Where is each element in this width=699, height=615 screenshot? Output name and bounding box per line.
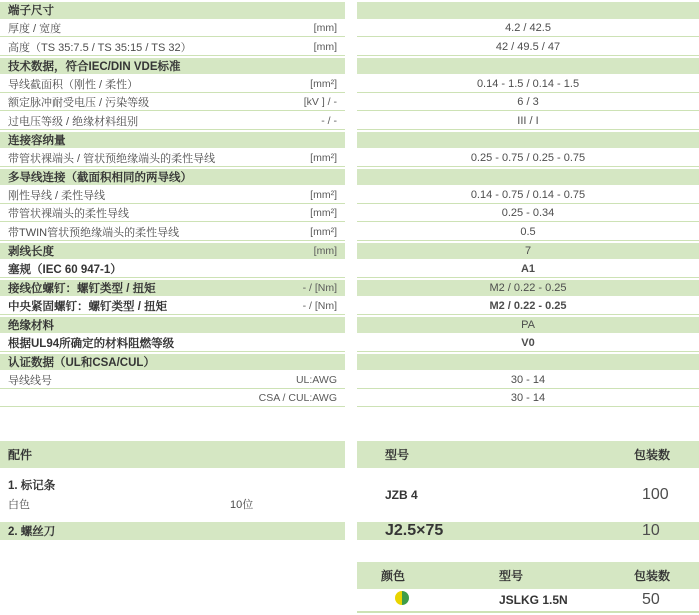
spec-value-cell: [357, 335, 699, 352]
spec-label-cell: [0, 113, 345, 130]
spec-value-cell: [357, 261, 699, 278]
spec-label: 连接容纳量: [8, 134, 66, 147]
spec-label: 导线截面积（刚性 / 柔性）: [8, 78, 139, 91]
accessories-title: 配件: [8, 448, 33, 462]
spec-label-cell: [0, 335, 345, 352]
spec-label-cell: [0, 261, 345, 278]
spec-value-cell: [357, 169, 699, 186]
spec-unit: - / -: [321, 114, 337, 127]
table-gutter: [345, 206, 357, 223]
spec-value-cell: [357, 76, 699, 93]
accessory-row: [0, 468, 699, 522]
spec-table-row: [0, 317, 699, 336]
table-gutter: [345, 335, 357, 352]
spec-value: 0.14 - 0.75 / 0.14 - 0.75: [470, 188, 586, 201]
spec-label-cell: [0, 391, 345, 408]
spec-label-cell: [0, 243, 345, 260]
spec-label: 带TWIN管状预绝缘端头的柔性导线: [8, 226, 180, 239]
spec-label: 塞规（IEC 60 947-1）: [8, 263, 122, 276]
spec-value-cell: [357, 354, 699, 371]
accessories-header-row: [0, 441, 699, 468]
accessory-row: [0, 522, 699, 540]
table-gutter: [345, 58, 357, 75]
accessory-desc-cell: [0, 468, 345, 522]
spec-value: 0.25 - 0.75 / 0.25 - 0.75: [470, 151, 586, 164]
spec-table-row: [0, 113, 699, 132]
table-gutter: [345, 132, 357, 149]
color-table-row: [357, 589, 699, 613]
spec-label-cell: [0, 95, 345, 112]
column-header-model: 型号: [385, 448, 410, 462]
spec-label: 额定脉冲耐受电压 / 污染等级: [8, 97, 150, 110]
table-gutter: [345, 261, 357, 278]
spec-value-cell: [357, 2, 699, 19]
spec-table-row: [0, 391, 699, 410]
table-gutter: [345, 187, 357, 204]
accessories-table: [0, 441, 699, 540]
table-gutter: [345, 243, 357, 260]
spec-value-cell: [357, 372, 699, 389]
spec-label-cell: [0, 76, 345, 93]
spec-value: 0.5: [520, 225, 536, 238]
spec-value: 6 / 3: [517, 96, 539, 109]
spec-value: M2 / 0.22 - 0.25: [489, 299, 567, 312]
spec-table-row: [0, 224, 699, 243]
table-gutter: [345, 391, 357, 408]
spec-label: 带管状裸端头的柔性导线: [8, 208, 129, 221]
spec-label-cell: [0, 132, 345, 149]
table-gutter: [345, 150, 357, 167]
spec-label-cell: [0, 317, 345, 334]
spec-value-cell: [357, 243, 699, 260]
color-table-header-row: [357, 562, 699, 589]
spec-value: M2 / 0.22 - 0.25: [489, 281, 567, 294]
spec-table-row: [0, 58, 699, 77]
spec-label: 绝缘材料: [8, 319, 54, 332]
spec-table-row: [0, 39, 699, 58]
spec-label: 多导线连接（截面积相同的两导线）: [8, 171, 192, 184]
spec-unit: [mm²]: [310, 77, 337, 90]
spec-value: 0.14 - 1.5 / 0.14 - 1.5: [476, 77, 580, 90]
spec-value-cell: [357, 280, 699, 297]
spec-unit: [mm²]: [310, 151, 337, 164]
spec-label-cell: [0, 150, 345, 167]
spec-value-cell: [357, 224, 699, 241]
spec-label-cell: [0, 2, 345, 19]
accessory-data-cell: [357, 468, 699, 522]
spec-value: 42 / 49.5 / 47: [495, 40, 561, 53]
accessories-title-cell: [0, 441, 345, 468]
spec-value-cell: [357, 298, 699, 315]
table-gutter: [345, 113, 357, 130]
spec-label: 认证数据（UL和CSA/CUL）: [8, 356, 155, 369]
column-header-qty: 包装数: [634, 569, 671, 583]
spec-unit: CSA / CUL:AWG: [258, 392, 337, 405]
spec-value-cell: [357, 187, 699, 204]
color-cell: [357, 591, 499, 610]
spec-unit: - / [Nm]: [302, 281, 337, 294]
table-gutter: [345, 21, 357, 38]
spec-value-cell: [357, 391, 699, 408]
spec-value: 30 - 14: [510, 373, 546, 386]
spec-value-cell: [357, 21, 699, 38]
spec-value-cell: [357, 113, 699, 130]
accessory-model: JZB 4: [385, 488, 418, 502]
spec-label-cell: [0, 58, 345, 75]
accessory-positions-label: 10位: [230, 499, 254, 511]
spec-label-cell: [0, 206, 345, 223]
spec-label: 刚性导线 / 柔性导线: [8, 189, 106, 202]
table-gutter: [345, 354, 357, 371]
spec-label-cell: [0, 372, 345, 389]
spec-table-row: [0, 206, 699, 225]
accessory-qty: 100: [642, 486, 669, 503]
spec-unit: [mm]: [313, 22, 337, 35]
spec-label: 根据UL94所确定的材料阻燃等级: [8, 337, 175, 350]
accessory-name: 2. 螺丝刀: [8, 526, 56, 538]
spec-value: 0.25 - 0.34: [501, 207, 555, 220]
spec-value-cell: [357, 132, 699, 149]
spec-table-row: [0, 298, 699, 317]
accessories-columns-cell: [357, 441, 699, 468]
green-yellow-color-swatch-icon: [395, 591, 409, 605]
spec-table-row: [0, 21, 699, 40]
accessory-desc-cell: [0, 522, 345, 540]
spec-label: 接线位螺钉：螺钉类型 / 扭矩: [8, 282, 156, 295]
table-gutter: [345, 39, 357, 56]
spec-value: 30 - 14: [510, 392, 546, 405]
table-gutter: [345, 169, 357, 186]
spec-table-row: [0, 169, 699, 188]
spec-table-row: [0, 150, 699, 169]
spec-unit: UL:AWG: [295, 373, 337, 386]
spec-value-cell: [357, 206, 699, 223]
spec-label: 导线线号: [8, 374, 52, 387]
spec-table-row: [0, 335, 699, 354]
table-gutter: [345, 298, 357, 315]
spec-label: 过电压等级 / 绝缘材料组别: [8, 115, 139, 128]
spec-unit: [mm]: [313, 40, 337, 53]
color-model-table: [357, 562, 699, 613]
column-header-model: 型号: [499, 569, 524, 583]
spec-label: 中央紧固螺钉：螺钉类型 / 扭矩: [8, 300, 168, 313]
table-gutter: [345, 280, 357, 297]
spec-table-row: [0, 280, 699, 299]
spec-label-cell: [0, 21, 345, 38]
spec-label-cell: [0, 169, 345, 186]
spec-label-cell: [0, 298, 345, 315]
spec-label-cell: [0, 39, 345, 56]
spec-value-cell: [357, 317, 699, 334]
spec-table-row: [0, 187, 699, 206]
spec-table-row: [0, 2, 699, 21]
spec-value: V0: [521, 336, 535, 349]
table-gutter: [345, 372, 357, 389]
spec-unit: [mm²]: [310, 207, 337, 220]
column-header-color: 颜色: [381, 569, 406, 583]
spec-label-cell: [0, 224, 345, 241]
table-gutter: [345, 76, 357, 93]
table-gutter: [345, 95, 357, 112]
spec-table-row: [0, 243, 699, 262]
accessory-data-cell: [357, 522, 699, 540]
spec-value: III / I: [517, 114, 539, 127]
table-gutter: [345, 317, 357, 334]
spec-table-row: [0, 261, 699, 280]
spec-value-cell: [357, 58, 699, 75]
column-header-qty: 包装数: [634, 448, 671, 462]
table-gutter: [345, 522, 357, 539]
qty-value: 50: [642, 591, 660, 608]
spec-label-cell: [0, 280, 345, 297]
accessory-color-label: 白色: [8, 499, 30, 511]
spec-label-cell: [0, 187, 345, 204]
spec-table-row: [0, 76, 699, 95]
spec-value: PA: [521, 318, 535, 331]
spec-unit: [kV ] / -: [303, 96, 337, 109]
spec-label-cell: [0, 354, 345, 371]
accessory-model: J2.5×75: [385, 522, 444, 539]
spec-value-cell: [357, 95, 699, 112]
spec-unit: [mm²]: [310, 225, 337, 238]
table-gutter: [345, 224, 357, 241]
spec-label: 端子尺寸: [8, 5, 54, 18]
spec-label: 剥线长度: [8, 245, 54, 258]
accessory-name: 1. 标记条: [8, 480, 56, 492]
spec-unit: [mm²]: [310, 188, 337, 201]
model-value: JSLKG 1.5N: [499, 593, 568, 607]
spec-label: 技术数据，符合IEC/DIN VDE标准: [8, 60, 181, 73]
table-gutter: [345, 468, 357, 485]
spec-table-row: [0, 354, 699, 373]
table-gutter: [345, 441, 357, 458]
spec-table-row: [0, 372, 699, 391]
spec-table-row: [0, 95, 699, 114]
spec-unit: - / [Nm]: [302, 299, 337, 312]
accessory-qty: 10: [642, 522, 660, 539]
spec-unit: [mm]: [313, 244, 337, 257]
spec-table-row: [0, 132, 699, 151]
spec-label: 带管状裸端头 / 管状预绝缘端头的柔性导线: [8, 152, 216, 165]
spec-label: 厚度 / 宽度: [8, 23, 62, 36]
spec-value: A1: [520, 262, 536, 275]
spec-value-cell: [357, 39, 699, 56]
spec-value-cell: [357, 150, 699, 167]
spec-value: 4.2 / 42.5: [505, 22, 551, 35]
spec-value: 7: [524, 244, 532, 257]
spec-label: 高度（TS 35:7.5 / TS 35:15 / TS 32）: [8, 41, 192, 54]
table-gutter: [345, 2, 357, 19]
